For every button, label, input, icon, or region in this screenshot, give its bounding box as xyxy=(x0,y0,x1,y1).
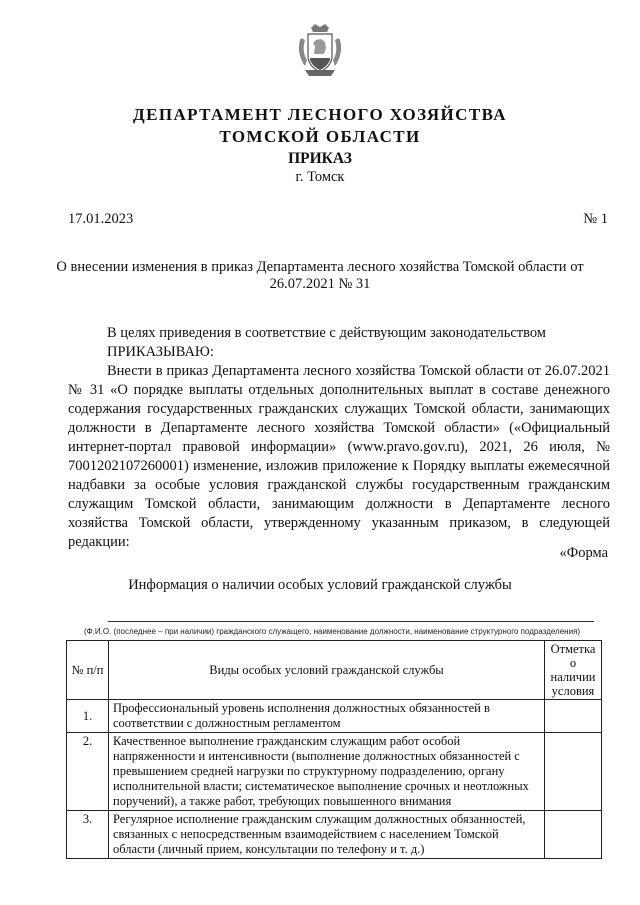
row-num: 2. xyxy=(67,733,109,811)
table-row xyxy=(67,700,602,733)
table-header-row xyxy=(67,641,602,700)
city: г. Томск xyxy=(295,169,345,185)
row-text: Регулярное исполнение гражданским служащим должностных обязанностей, связанных с непосредственным взаимодействием с населением Томской области (личный прием, консультации по телефону и т. д.) xyxy=(109,811,545,859)
row-text: Качественное выполнение гражданским служащим работ особой напряженности и интенсивности (выполнение должностных обязанностей с превышением средней нагрузки по структурному подразделению, органу исполнительной власти; систематическое выполнение срочных и неотложных поручений), а также работ, требующих повышенного внимания xyxy=(109,733,545,811)
header-mark: Отметка о наличии условия xyxy=(545,641,602,700)
fio-field-line xyxy=(108,621,594,622)
form-title: Информация о наличии особых условий гражданской службы xyxy=(128,577,512,593)
row-text: Профессиональный уровень исполнения должностных обязанностей в соответствии с должностным регламентом xyxy=(109,700,545,733)
conditions-table xyxy=(66,640,602,859)
table-row xyxy=(67,733,602,811)
doc-date: 17.01.2023 xyxy=(68,211,134,227)
table-row xyxy=(67,811,602,859)
header-kind: Виды особых условий гражданской службы xyxy=(109,641,545,700)
row-mark xyxy=(545,700,602,733)
order-word: ПРИКАЗЫВАЮ: xyxy=(107,344,214,360)
doc-type: ПРИКАЗ xyxy=(288,150,352,167)
header-num: № п/п xyxy=(67,641,109,700)
row-num: 3. xyxy=(67,811,109,859)
coat-of-arms-emblem xyxy=(297,24,343,78)
intro-text: В целях приведения в соответствие с действующим законодательством xyxy=(107,325,546,341)
row-mark xyxy=(545,733,602,811)
doc-title-line2: 26.07.2021 № 31 xyxy=(269,276,371,292)
main-paragraph: Внести в приказ Департамента лесного хозяйства Томской области от 26.07.2021 № 31 «О порядке выплаты отдельных дополнительных выплат в составе денежного содержания государственных гражданских служащих Томской области, занимающих должности в Департаменте лесного хозяйства Томской области» («Официальный интернет-портал правовой информации» (www.pravo.gov.ru), 2021, 26 июля, № 7001202107260001) изменение, изложив приложение к Порядку выплаты ежемесячной надбавки за особые условия гражданской службы государственным гражданским служащим Томской области, занимающим должности в Департаменте лесного хозяйства Томской области, утвержденному указанным приказом, в следующей редакции: xyxy=(68,363,610,550)
doc-number: № 1 xyxy=(583,211,608,227)
row-num: 1. xyxy=(67,700,109,733)
department-name-line2: ТОМСКОЙ ОБЛАСТИ xyxy=(219,127,421,146)
doc-title-line1: О внесении изменения в приказ Департамента лесного хозяйства Томской области от xyxy=(56,259,584,275)
department-name-line1: ДЕПАРТАМЕНТ ЛЕСНОГО ХОЗЯЙСТВА xyxy=(133,105,507,124)
form-label: «Форма xyxy=(559,545,608,561)
fio-caption: (Ф.И.О. (последнее – при наличии) гражданского служащего, наименование должности, наименование структурного подразделения) xyxy=(83,627,581,636)
row-mark xyxy=(545,811,602,859)
